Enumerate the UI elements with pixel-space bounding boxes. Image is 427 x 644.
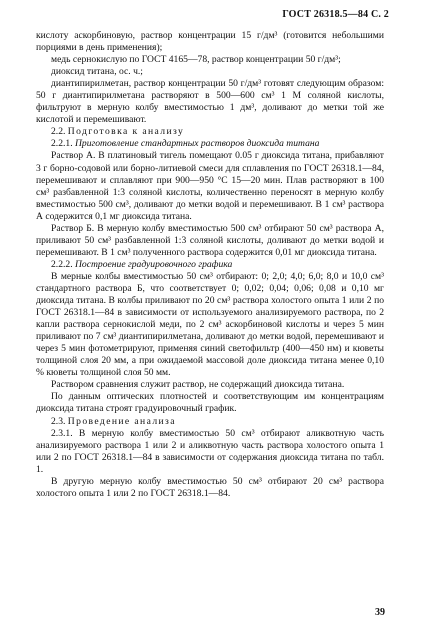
- section-heading-2-2-1: [36, 138, 384, 150]
- paragraph-calibration-procedure: В мерные колбы вместимостью 50 см³ отбирают: 0; 2,0; 4,0; 6,0; 8,0 и 10,0 см³ стандартного раствора Б, что соответствует 0; 0,02; 0,04; 0,06; 0,08 и 0,10 мг диоксида титана. В колбы приливают по 20 см³ раствора холостого опыта 1 или 2 по ГОСТ 26318.1—84 в зависимости от используемого анализируемого раствора, по 2 капли раствора сернокислой меди, по 2 см³ аскорбиновой кислоты и через 5 мин приливают по 7 см³ диантипирилметана, доливают до метки водой, перемешивают и через 5 мин фотометрируют, применяя синий светофильтр (400—450 нм) и кюветы толщиной слоя 20 мм, а при ожидаемой массовой доле диоксида титана менее 0,10 % кюветы толщиной слоя 50 мм.: [36, 270, 384, 379]
- paragraph-titanium-dioxide: диоксид титана, ос. ч.;: [51, 66, 143, 78]
- section-number: 2.2.: [51, 126, 66, 138]
- paragraph-copper-sulfate: медь сернокислую по ГОСТ 4165—78, раствор концентрации 50 г/дм³;: [51, 54, 341, 66]
- paragraph-solution-b: Раствор Б. В мерную колбу вместимостью 500 см³ отбирают 50 см³ раствора А, приливают 50 см³ разбавленной 1:3 соляной кислоты, доливают до метки водой и перемешивают. В 1 см³ полученного раствора содержится 0,01 мг диоксида титана.: [36, 222, 384, 258]
- page-header: ГОСТ 26318.5—84 С. 2: [282, 9, 389, 20]
- section-title: Подготовка к анализу: [67, 126, 185, 138]
- section-heading-2-3: [36, 416, 384, 428]
- section-heading-2-2: [36, 126, 384, 138]
- section-title: Проведение анализа: [67, 415, 176, 427]
- paragraph-blank-sample: В другую мерную колбу вместимостью 50 см³ отбирают 20 см³ раствора холостого опыта 1 или 2 по ГОСТ 26318.1—84.: [36, 475, 384, 499]
- section-title: Приготовление стандартных растворов диоксида титана: [75, 138, 320, 150]
- page-number: 39: [375, 607, 385, 618]
- section-number: 2.2.1.: [51, 138, 73, 150]
- section-title: Построение градуировочного графика: [75, 258, 233, 270]
- paragraph-calibration-graph: По данным оптических плотностей и соответствующим им концентрациям диоксида титана строят градуировочный график.: [36, 391, 384, 415]
- section-number: 2.3.: [51, 415, 66, 427]
- paragraph-2-3-1: 2.3.1. В мерную колбу вместимостью 50 см³ отбирают аликвотную часть анализируемого раствора 1 или 2 и аликвотную часть раствора холостого опыта 1 или 2 по ГОСТ 26318.1—84 в зависимости от содержания диоксида титана по табл. 1.: [36, 427, 384, 475]
- paragraph-reference-solution: Раствором сравнения служит раствор, не содержащий диоксида титана.: [51, 379, 345, 391]
- paragraph-ascorbic-acid: кислоту аскорбиновую, раствор концентрации 15 г/дм³ (готовится небольшими порциями в день применения);: [36, 30, 384, 54]
- section-heading-2-2-2: [36, 259, 384, 271]
- paragraph-diantipyrylmethane: диантипирилметан, раствор концентрации 50 г/дм³ готовят следующим образом: 50 г диантипирилметана растворяют в 500—600 см³ 1 М соляной кислоты, фильтруют в мерную колбу вместимостью 1 дм³, доливают до метки той же кислотой и перемешивают.: [36, 78, 384, 126]
- paragraph-solution-a: Раствор А. В платиновый тигель помещают 0.05 г диоксида титана, прибавляют 3 г борно-содовой или борно-литиевой смеси для сплавления по ГОСТ 26318.1—84, перемешивают и сплавляют при 900—950 °С 15—20 мин. Плав растворяют в 100 см³ разбавленной 1:3 соляной кислоты, количественно переносят в мерную колбу вместимостью 500 см³, доливают до метки водой и перемешивают. В 1 см³ раствора А содержится 0,1 мг диоксида титана.: [36, 150, 384, 222]
- section-number: 2.2.2.: [51, 258, 73, 270]
- document-body: [36, 30, 384, 500]
